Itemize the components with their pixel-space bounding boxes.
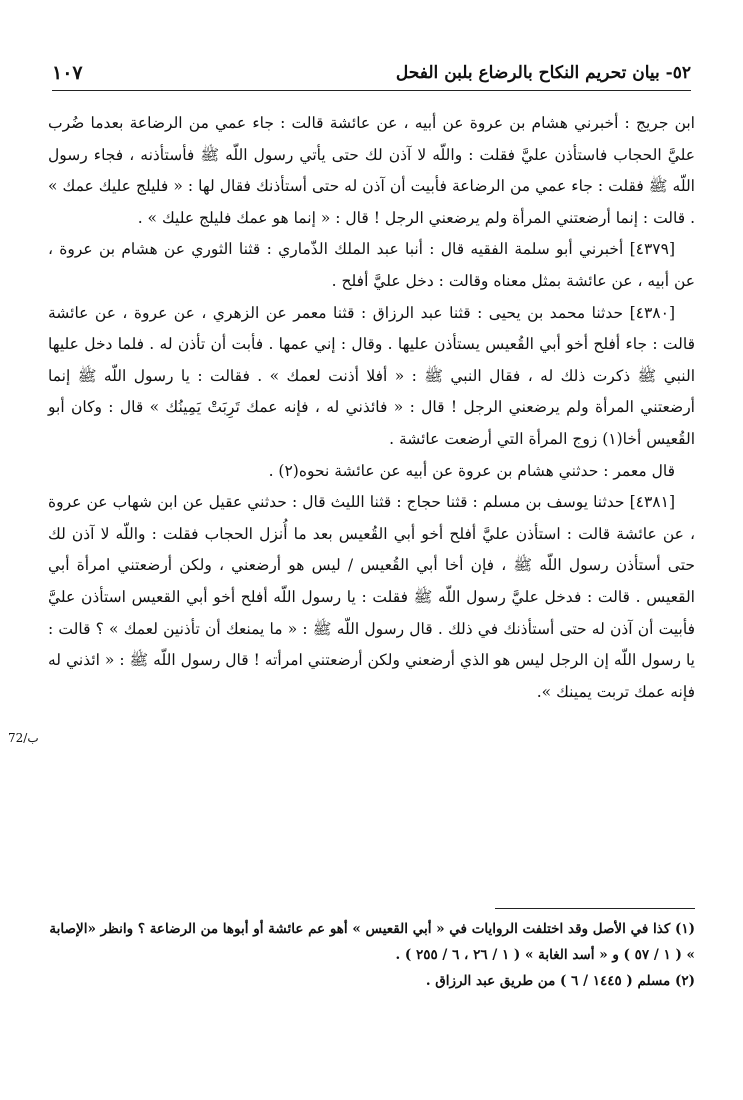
page-header bbox=[52, 56, 691, 91]
manuscript-folio-note: 72/ب bbox=[8, 731, 39, 745]
main-text bbox=[48, 108, 695, 708]
hadith-4381: [٤٣٨١] حدثنا يوسف بن مسلم : قثنا حجاج : قثنا الليث قال : حدثني عقيل عن ابن شهاب عن عروة ، عن عائشة قالت : استأذن عليَّ أفلح أخو أبي القُعيس بعد ما أُنزل الحجاب فقلت : واللّه لا آذن لك حتى أستأذن رسول اللّه ﷺ ، فإن أخا أبي القُعيس / ليس هو أرضعني ، ولكن أرضعتني امرأة أبي القعيس . قالت : فدخل عليَّ رسول اللّه ﷺ فقلت : يا رسول اللّه أفلح أخو أبي القعيس استأذن عليَّ فأبيت أن آذن له حتى أستأذنك في ذلك . قال رسول اللّه ﷺ : « ما يمنعك أن تأذنين لعمك » ؟ قالت : يا رسول اللّه إن الرجل ليس هو الذي أرضعني ولكن أرضعتني امرأته ! قال رسول اللّه ﷺ : « ائذني له فإنه عمك تربت يمينك ». bbox=[48, 493, 695, 701]
footnote-1: (١) كذا في الأصل وقد اختلفت الروايات في « أبي القعيس » أهو عم عائشة أو أبوها من الرضاعة ؟ وانظر «الإصابة » ( ١ / ٥٧ ) و « أسد الغابة » ( ١ / ٢٦ ، ٦ / ٢٥٥ ) . bbox=[49, 921, 695, 963]
paragraph-mamar: قال معمر : حدثني هشام بن عروة عن أبيه عن عائشة نحوه(٢) . bbox=[268, 461, 675, 480]
page-number: ١٠٧ bbox=[52, 62, 83, 84]
hadith-4379: [٤٣٧٩] أخبرني أبو سلمة الفقيه قال : أنبا عبد الملك الذّماري : قثنا الثوري عن هشام بن عروة ، عن أبيه ، عن عائشة بمثل معناه وقالت : دخل عليَّ أفلح . bbox=[48, 240, 695, 290]
hadith-4380: [٤٣٨٠] حدثنا محمد بن يحيى : قثنا عبد الرزاق : قثنا معمر عن الزهري ، عن عروة ، عن عائشة قالت : جاء أفلح أخو أبي القُعيس يستأذن عليها . وقال : إني عمها . فأبت أن تأذن له . فلما دخل عليها النبي ﷺ ذكرت ذلك له ، فقال النبي ﷺ : « أفلا أذنت لعمك » . فقالت : يا رسول اللّه ﷺ إنما أرضعتني المرأة ولم يرضعني الرجل ! قال : « فائذني له ، فإنه عمك تَرِبَتْ يَمِينُك » قال : وكان أبو القُعيس أخا(١) زوج المرأة التي أرضعت عائشة . bbox=[48, 303, 695, 448]
footnotes bbox=[48, 916, 695, 994]
footnote-2: (٢) مسلم ( ١٤٤٥ / ٦ ) من طريق عبد الرزاق . bbox=[425, 973, 695, 989]
paragraph-1: ابن جريج : أخبرني هشام بن عروة عن أبيه ، عن عائشة قالت : جاء عمي من الرضاعة بعدما ضُرب عليَّ الحجاب فاستأذن عليَّ فقلت : واللّه لا آذن لك حتى يأتي رسول اللّه ﷺ فأستأذنه ، فجاء رسول اللّه ﷺ فقلت : جاء عمي من الرضاعة فأبيت أن آذن له حتى أستأذنك فقال لها : « فليلج عليك عمك » . قالت : إنما أرضعتني المرأة ولم يرضعني الرجل ! قال : « إنما هو عمك فليلج عليك » . bbox=[48, 114, 695, 227]
footnote-divider bbox=[495, 908, 695, 909]
chapter-title: ٥٢- بيان تحريم النكاح بالرضاع بلبن الفحل bbox=[395, 63, 691, 83]
